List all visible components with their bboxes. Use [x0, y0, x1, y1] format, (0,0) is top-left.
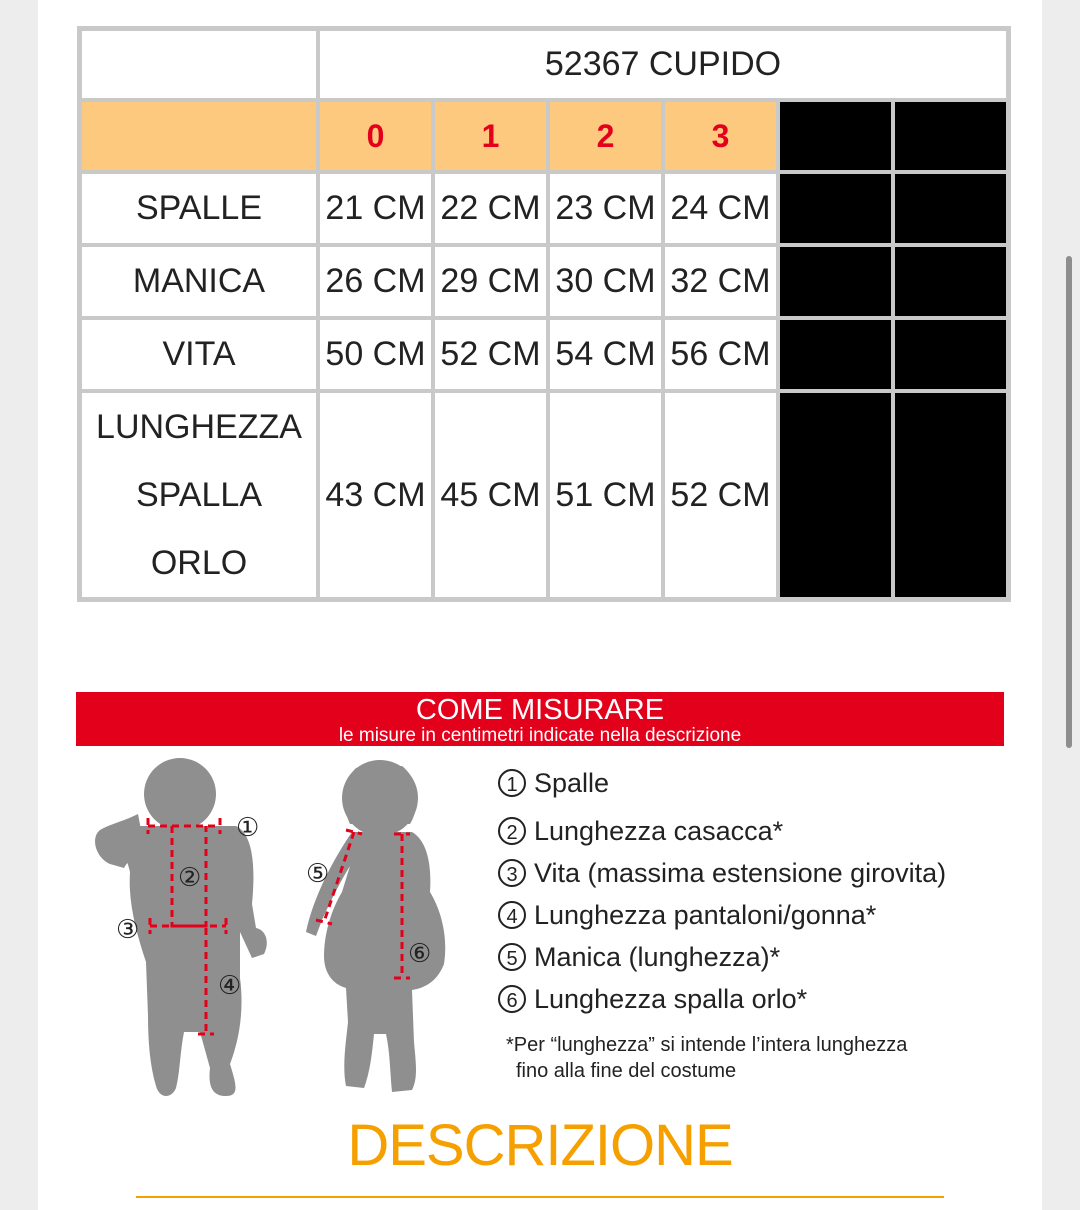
- legend-text: Spalle: [534, 767, 610, 798]
- legend-text: Vita (massima estensione girovita): [534, 857, 947, 888]
- legend-text: Manica (lunghezza)*: [534, 941, 781, 972]
- legend-number: 2: [498, 817, 526, 845]
- table-cell: 52 CM: [435, 320, 546, 389]
- legend-number: 5: [498, 943, 526, 971]
- legend-item: [498, 978, 1018, 1020]
- measure-guide-title: COME MISURARE: [415, 694, 665, 726]
- table-cell: 30 CM: [550, 247, 661, 316]
- table-cell: 23 CM: [550, 174, 661, 243]
- legend-number: 3: [498, 859, 526, 887]
- right-page-margin: [1042, 0, 1080, 1210]
- table-corner-cell: [82, 31, 316, 98]
- row-label: VITA: [82, 320, 316, 389]
- table-cell: 56 CM: [665, 320, 776, 389]
- child-measurement-figures: [80, 752, 480, 1112]
- table-row-manica: [82, 247, 1006, 316]
- legend-item: [498, 852, 1018, 894]
- blank-black-cell: [780, 174, 891, 243]
- table-cell: 24 CM: [665, 174, 776, 243]
- table-row-spalle: [82, 174, 1006, 243]
- table-cell: 54 CM: [550, 320, 661, 389]
- size-chart-table: [77, 26, 1011, 602]
- measure-guide-banner: [76, 692, 1004, 746]
- size-header-row: [82, 102, 1006, 170]
- measure-legend: [498, 762, 1018, 1020]
- header-blank-cell: [82, 102, 316, 170]
- row-label-line: ORLO: [150, 544, 248, 582]
- legend-number: 6: [498, 985, 526, 1013]
- row-label-line: LUNGHEZZA: [96, 408, 302, 446]
- legend-number: 4: [498, 901, 526, 929]
- table-row-lunghezza-spalla-orlo: [82, 393, 1006, 597]
- blank-black-cell: [780, 247, 891, 316]
- size-header-0: 0: [320, 102, 431, 170]
- table-cell: 29 CM: [435, 247, 546, 316]
- blank-black-cell: [895, 102, 1006, 170]
- blank-black-cell: [780, 393, 891, 597]
- table-cell: 21 CM: [320, 174, 431, 243]
- blank-black-cell: [895, 393, 1006, 597]
- legend-item: [498, 810, 1018, 852]
- girl-silhouette: [306, 760, 445, 1092]
- marker-3: ③: [116, 915, 140, 945]
- footnote-line: fino alla fine del costume: [516, 1060, 737, 1082]
- marker-6: ⑥: [408, 939, 432, 969]
- row-label: [82, 393, 316, 597]
- description-heading: DESCRIZIONE: [347, 1113, 733, 1178]
- blank-black-cell: [895, 247, 1006, 316]
- size-chart-title-row: [82, 31, 1006, 98]
- legend-text: Lunghezza casacca*: [534, 815, 784, 846]
- length-footnote: [506, 1032, 1006, 1084]
- table-cell: 51 CM: [550, 393, 661, 597]
- table-cell: 32 CM: [665, 247, 776, 316]
- legend-item: [498, 762, 1018, 804]
- blank-black-cell: [780, 102, 891, 170]
- legend-item: [498, 936, 1018, 978]
- legend-text: Lunghezza spalla orlo*: [534, 983, 808, 1014]
- legend-item: [498, 894, 1018, 936]
- blank-black-cell: [895, 320, 1006, 389]
- scrollbar-thumb[interactable]: [1066, 256, 1072, 748]
- row-label-line: SPALLA: [135, 476, 262, 514]
- marker-2: ②: [178, 863, 202, 893]
- left-page-margin: [0, 0, 38, 1210]
- table-cell: 45 CM: [435, 393, 546, 597]
- table-cell: 26 CM: [320, 247, 431, 316]
- size-header-3: 3: [665, 102, 776, 170]
- product-title: 52367 CUPIDO: [320, 31, 1006, 98]
- blank-black-cell: [895, 174, 1006, 243]
- table-row-vita: [82, 320, 1006, 389]
- size-header-2: 2: [550, 102, 661, 170]
- marker-5: ⑤: [306, 859, 330, 889]
- marker-1: ①: [236, 813, 260, 843]
- footnote-line: *Per “lunghezza” si intende l’intera lunghezza: [506, 1034, 908, 1056]
- table-cell: 50 CM: [320, 320, 431, 389]
- legend-number: 1: [498, 769, 526, 797]
- table-cell: 22 CM: [435, 174, 546, 243]
- row-label: SPALLE: [82, 174, 316, 243]
- size-header-1: 1: [435, 102, 546, 170]
- table-cell: 43 CM: [320, 393, 431, 597]
- description-divider: [136, 1196, 944, 1198]
- marker-4: ④: [218, 971, 242, 1001]
- measure-guide-subtitle: le misure in centimetri indicate nella descrizione: [338, 725, 742, 746]
- table-cell: 52 CM: [665, 393, 776, 597]
- legend-text: Lunghezza pantaloni/gonna*: [534, 899, 877, 930]
- row-label: MANICA: [82, 247, 316, 316]
- blank-black-cell: [780, 320, 891, 389]
